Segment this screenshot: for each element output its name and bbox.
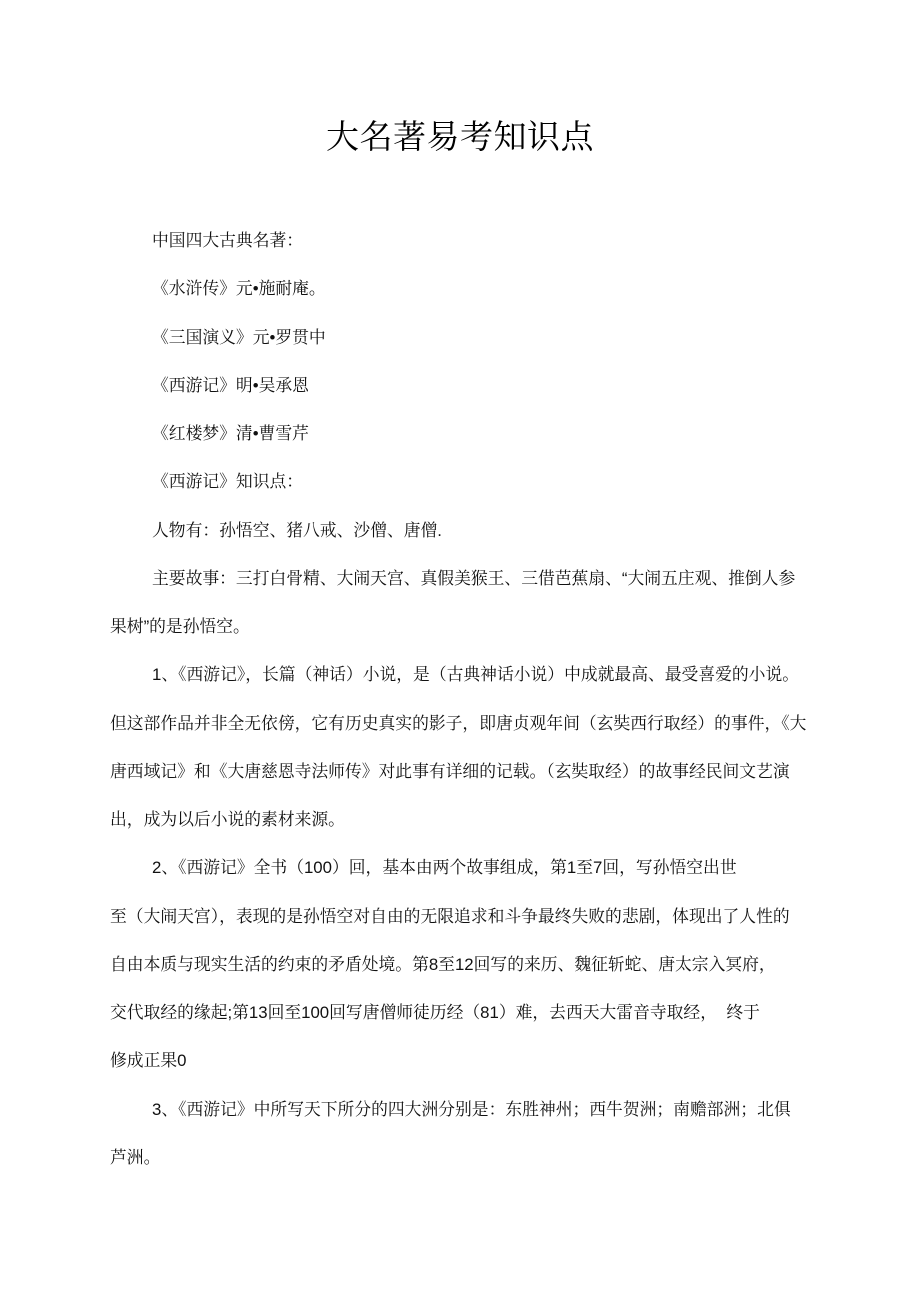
- classic-item: 《红楼梦》清•曹雪芹: [152, 424, 309, 443]
- paragraph-line: 唐西域记》和《大唐慈恩寺法师传》对此事有详细的记载。（玄奘取经）的故事经民间文艺演: [110, 761, 790, 781]
- classics-section: [0, 217, 920, 458]
- document-body: [0, 217, 920, 1182]
- paragraph-line: 自由本质与现实生活的约束的矛盾处境。第8至12回写的来历、魏征斩蛇、唐太宗入冥府，: [110, 954, 776, 974]
- classic-item: 《三国演义》元•罗贯中: [152, 327, 326, 347]
- paragraph-line: 交代取经的缘起;第13回至100回写唐僧师徒历经（81）难，去西天大雷音寺取经， 终于: [110, 1003, 760, 1022]
- paragraph-line: 1、《西游记》，长篇（神话）小说，是（古典神话小说）中成就最高、最受喜爱的小说。: [152, 665, 800, 685]
- paragraph-line: 2、《西游记》全书（100）回，基本由两个故事组成，第1至7回，写孙悟空出世: [152, 858, 737, 878]
- characters-line: 人物有：孙悟空、猪八戒、沙僧、唐僧.: [152, 520, 442, 540]
- classic-item: 《水浒传》元•施耐庵。: [152, 279, 326, 299]
- paragraph-line: 至（大闹天宫），表现的是孙悟空对自由的无限追求和斗争最终失败的悲剧，体现出了人性的: [110, 906, 790, 926]
- paragraph-line: 出，成为以后小说的素材来源。: [110, 810, 345, 829]
- classics-heading: 中国四大古典名著：: [152, 231, 304, 250]
- paragraph-line: 3、《西游记》中所写天下所分的四大洲分别是：东胜神州；西牛贺洲；南赡部洲；北俱: [152, 1099, 791, 1119]
- main-stories-line: 主要故事：三打白骨精、大闹天宫、真假美猴王、三借芭蕉扇、“大闹五庄观、推倒人参: [152, 568, 796, 588]
- knowledge-point-2: [0, 844, 920, 1085]
- knowledge-point-3: [0, 1086, 920, 1183]
- main-stories-line: 果树”的是孙悟空。: [110, 617, 250, 636]
- classic-item: 《西游记》明•吴承恩: [152, 375, 309, 395]
- document-title: 大名著易考知识点: [326, 118, 594, 155]
- xiyouji-section: [0, 458, 920, 651]
- paragraph-line: 芦洲。: [110, 1147, 161, 1167]
- xiyouji-heading: 《西游记》知识点：: [152, 472, 304, 492]
- paragraph-line: 修成正果0: [110, 1051, 187, 1071]
- knowledge-point-1: [0, 651, 920, 844]
- paragraph-line: 但这部作品并非全无依傍，它有历史真实的影子，即唐贞观年间（玄奘西行取经）的事件，《大: [110, 713, 807, 733]
